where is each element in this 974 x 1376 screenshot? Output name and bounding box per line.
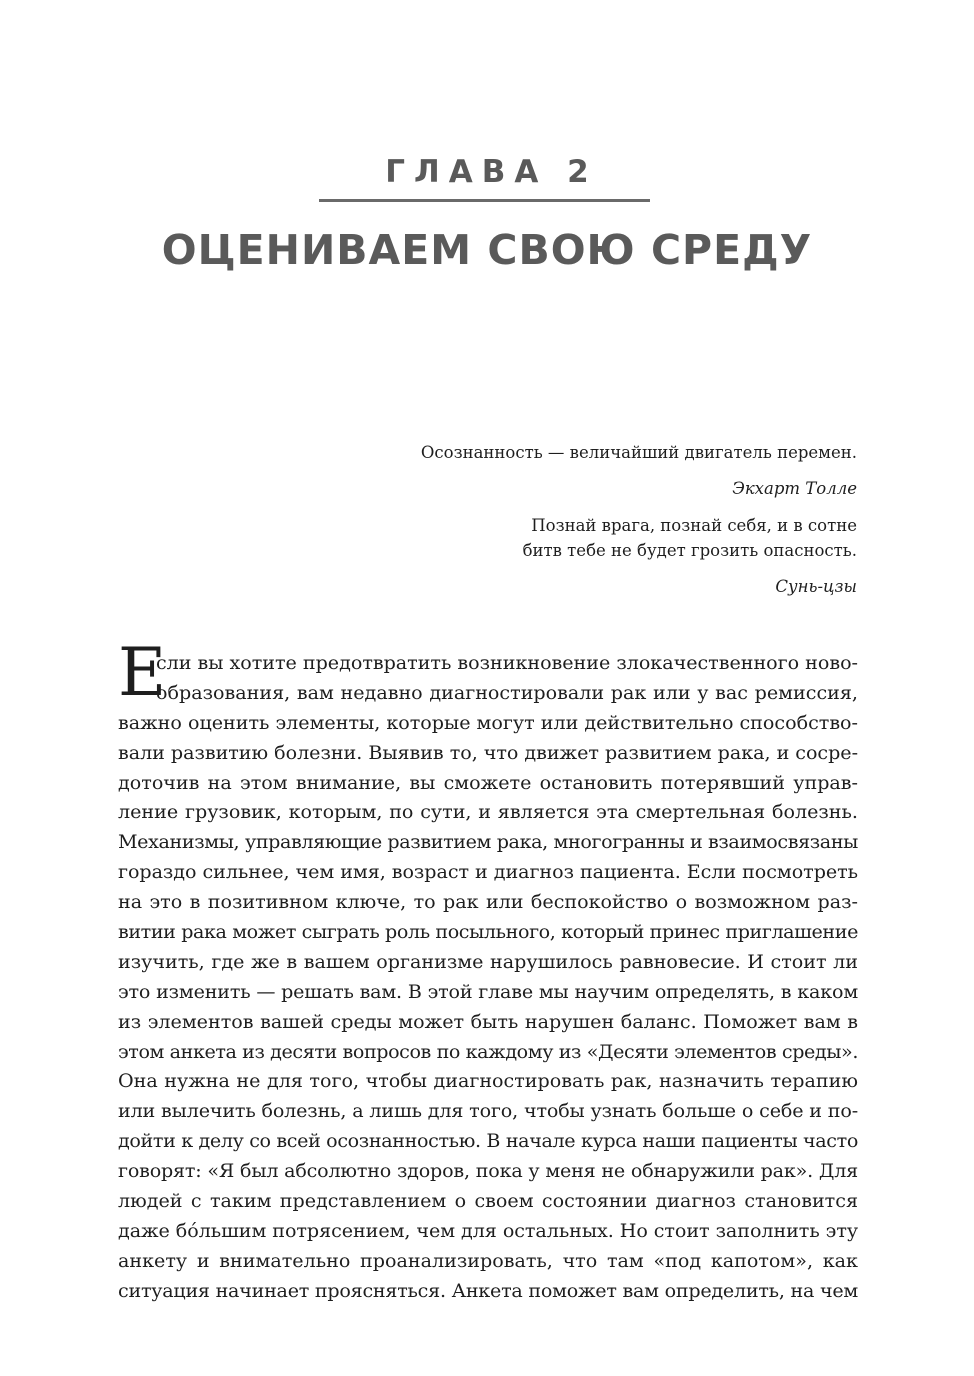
body-line: гораздо сильнее, чем имя, возраст и диагноз пациента. Если посмотреть — [118, 860, 858, 884]
chapter-label: ГЛАВА 2 — [385, 154, 598, 190]
epigraph-2 — [523, 513, 857, 599]
body-line: ление грузовик, которым, по сути, и является эта смертельная болезнь. — [118, 800, 858, 824]
body-line: образования, вам недавно диагностировали рак или у вас ремиссия, — [156, 680, 858, 704]
body-line: это изменить — решать вам. В этой главе мы научим определять, в каком — [118, 979, 858, 1003]
body-line: или вылечить болезнь, а лишь для того, чтобы узнать больше о себе и по- — [118, 1099, 858, 1123]
body-line: на это в позитивном ключе, то рак или беспокойство о возможном раз- — [118, 890, 858, 914]
body-line: ситуация начинает проясняться. Анкета поможет вам определить, на чем — [118, 1278, 858, 1302]
body-line: дойти к делу со всей осознанностью. В начале курса наши пациенты часто — [118, 1129, 858, 1153]
body-line: даже бóльшим потрясением, чем для остальных. Но стоит заполнить эту — [118, 1218, 858, 1242]
epigraph-2-line-1: Познай врага, познай себя, и в сотне — [531, 516, 857, 535]
body-line: анкету и внимательно проанализировать, что там «под капотом», как — [118, 1248, 858, 1272]
body-line: из элементов вашей среды может быть нарушен баланс. Поможет вам в — [118, 1009, 858, 1033]
epigraph-1 — [421, 440, 857, 501]
epigraph-1-author: Экхарт Толле — [732, 479, 857, 498]
body-line: Механизмы, управляющие развитием рака, многогранны и взаимосвязаны — [118, 830, 858, 854]
body-line: говорят: «Я был абсолютно здоров, пока у меня не обнаружили рак». Для — [118, 1159, 858, 1183]
body-line: витии рака может сыграть роль посыльного, который принес приглашение — [118, 920, 858, 944]
body-line: людей с таким представлением о своем состоянии диагноз становится — [118, 1189, 858, 1213]
epigraph-2-author: Сунь-цзы — [775, 577, 857, 596]
epigraph-2-line-2: битв тебе не будет грозить опасность. — [522, 541, 857, 560]
body-line: вали развитию болезни. Выявив то, что движет развитием рака, и сосре- — [118, 740, 858, 764]
chapter-title: ОЦЕНИВАЕМ СВОЮ СРЕДУ — [161, 226, 813, 274]
drop-cap: Е — [118, 634, 167, 711]
body-paragraph — [118, 648, 858, 1306]
body-line: этом анкета из десяти вопросов по каждому из «Десяти элементов среды». — [118, 1039, 858, 1063]
body-line: доточив на этом внимание, вы сможете остановить потерявший управ- — [118, 770, 858, 794]
epigraph-1-line-1: Осознанность — величайший двигатель перемен. — [420, 443, 857, 462]
body-line: изучить, где же в вашем организме нарушилось равновесие. И стоит ли — [118, 949, 858, 973]
body-line: сли вы хотите предотвратить возникновение злокачественного ново- — [156, 651, 858, 674]
body-line: Она нужна не для того, чтобы диагностировать рак, назначить терапию — [118, 1069, 858, 1093]
body-line: важно оценить элементы, которые могут или действительно способство- — [118, 710, 858, 734]
chapter-rule — [319, 199, 650, 202]
